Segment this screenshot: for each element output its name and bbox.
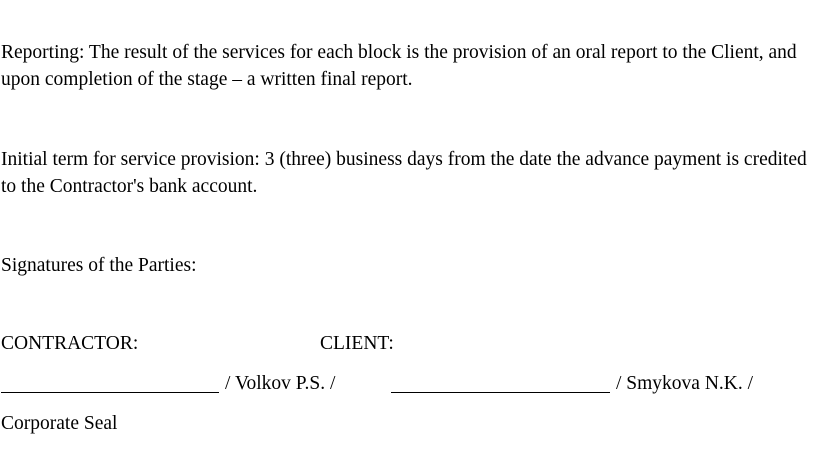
contractor-signature-line [1,392,219,393]
service-term-paragraph: Initial term for service provision: 3 (three) business days from the date the advance payment is credited to the Contractor's bank account. [1,149,807,197]
client-label: CLIENT: [320,333,394,354]
contractor-label: CONTRACTOR: [1,333,139,354]
signatures-heading: Signatures of the Parties: [1,255,197,276]
client-signature-line [391,392,610,393]
contractor-signatory-name: / Volkov P.S. / [225,373,336,394]
client-signatory-name: / Smykova N.K. / [616,373,754,394]
signature-lines-row [1,370,813,397]
reporting-paragraph: Reporting: The result of the services for each block is the provision of an oral report to the Client, and upon completion of the stage – a written final report. [1,42,797,90]
corporate-seal-label: Corporate Seal [1,413,118,434]
parties-labels-row [1,330,813,357]
seal-row [1,410,117,437]
